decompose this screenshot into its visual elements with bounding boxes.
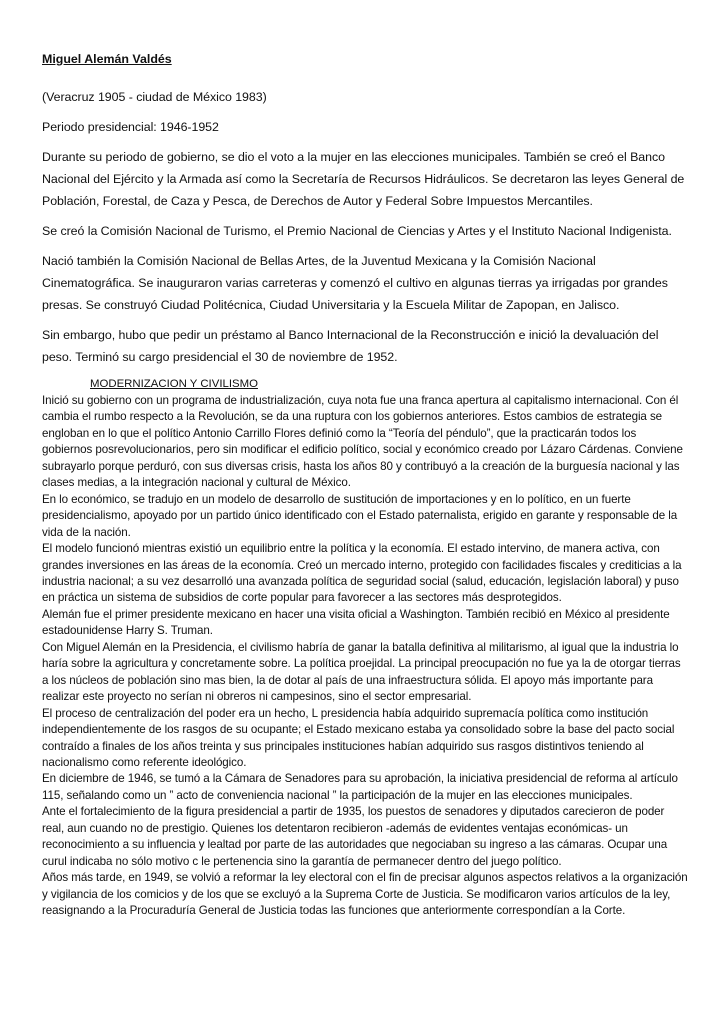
section-paragraph: El modelo funcionó mientras existió un equilibrio entre la política y la economía. El estado intervino, de manera activa, con grandes inversiones en las áreas de la economía. Creó un mercado interno, protegido con facilidades fiscales y crediticias a la industria nacional; a su vez desarrolló una avanzada política de seguridad social (salud, educación, legislación laboral) y puso en práctica un sistema de subsidios de corte popular para favorecer a las sectores más desprotegidos. (42, 542, 682, 605)
section-paragraph: Ante el fortalecimiento de la figura presidencial a partir de 1935, los puestos de senadores y diputados carecieron de poder real, aun cuando no de prestigio. Quienes los detentaron recibieron -además de evidentes ventajas económicas- un reconocimiento a su influencia y lealtad por parte de las autoridades que negociaban su ingreso a las cámaras. Ocupar una curul indicaba no sólo motivo c le pertenencia sino la garantía de permanecer dentro del juego político. (42, 805, 668, 868)
presidential-period-paragraph: Periodo presidencial: 1946-1952 (42, 120, 219, 134)
section-paragraph: El proceso de centralización del poder era un hecho, L presidencia había adquirido supremacía política como institución independientemente de los rasgos de su ocupante; el Estado mexicano estaba ya consolidado sobre la base del pacto social contraído a finales de los años treinta y sus principales instituciones habían adquirido sus rasgos distintivos teniendo al nacionalismo como referente ideológico. (42, 706, 675, 769)
section-heading: MODERNIZACION Y CIVILISMO (90, 378, 258, 390)
section-paragraph: Años más tarde, en 1949, se volvió a reformar la ley electoral con el fin de precisar algunos aspectos relativos a la organización y vigilancia de los comicios y de los que se excluyó a la Suprema Corte de Justicia. Se modificaron varios artículos de la ley, reasignando a la Procuraduría General de Justicia todas las funciones que anteriormente correspondían a la Corte. (42, 871, 688, 918)
birth-death-paragraph: (Veracruz 1905 - ciudad de México 1983) (42, 90, 267, 104)
intro-paragraph: Sin embargo, hubo que pedir un préstamo al Banco Internacional de la Reconstrucción e inició la devaluación del peso. Terminó su cargo presidencial el 30 de noviembre de 1952. (42, 328, 659, 364)
section-paragraph: En diciembre de 1946, se tumó a la Cámara de Senadores para su aprobación, la iniciativa presidencial de reforma al artículo 115, señalando como un ” acto de conveniencia nacional ” la participación de la mujer en las elecciones municipales. (42, 772, 678, 802)
intro-paragraph: Durante su periodo de gobierno, se dio el voto a la mujer en las elecciones municipales. También se creó el Banco Nacional del Ejército y la Armada así como la Secretaría de Recursos Hidráulicos. Se decretaron las leyes General de Población, Forestal, de Caza y Pesca, de Derechos de Autor y Federal Sobre Impuestos Mercantiles. (42, 150, 685, 208)
section-paragraph: Alemán fue el primer presidente mexicano en hacer una visita oficial a Washington. También recibió en México al presidente estadounidense Harry S. Truman. (42, 607, 670, 638)
intro-paragraph: Nació también la Comisión Nacional de Bellas Artes, de la Juventud Mexicana y la Comisión Nacional Cinematográfica. Se inauguraron varias carreteras y comenzó el cultivo en algunas tierras ya irrigadas por grandes presas. Se construyó Ciudad Politécnica, Ciudad Universitaria y la Escuela Militar de Zapopan, en Jalisco. (42, 254, 668, 312)
section-paragraph: Con Miguel Alemán en la Presidencia, el civilismo habría de ganar la batalla definitiva al militarismo, al igual que la industria lo haría sobre la agricultura y concretamente sobre. La política proejidal. La principal preocupación no fue ya la de otorgar tierras a los núcleos de población sino mas bien, la de dotar al país de una infraestructura sólida. El apoyo más importante para realizar este proyecto no serían ni obreros ni campesinos, sino el sector empresarial. (42, 640, 681, 704)
document-page (42, 40, 688, 920)
section-paragraph: En lo económico, se tradujo en un modelo de desarrollo de sustitución de importaciones y en lo político, en un fuerte presidencialismo, apoyado por un partido único identificado con el Estado paternalista, erigido en garante y responsable de la vida de la nación. (42, 492, 678, 539)
section-paragraph: Inició su gobierno con un programa de industrialización, cuya nota fue una franca apertura al capitalismo internacional. Con él cambia el rumbo respecto a la Revolución, se da una ruptura con los gobiernos anteriores. Estos cambios de estrategia se engloban en lo que el político Antonio Carrillo Flores definió como la “Teoría del péndulo”, que la practicarán todos los gobiernos posrevolucionarios, pero sin modificar el edificio político, social y económico creado por Lázaro Cárdenas. Conviene subrayarlo porque perduró, con sus diversas crisis, hasta los años 80 y contribuyó a la creación de la burguesía nacional y las clases medias, a la integración nacional y cultural de México. (42, 394, 683, 490)
intro-paragraph: Se creó la Comisión Nacional de Turismo, el Premio Nacional de Ciencias y Artes y el Instituto Nacional Indigenista. (42, 224, 672, 238)
document-title: Miguel Alemán Valdés (42, 52, 172, 66)
